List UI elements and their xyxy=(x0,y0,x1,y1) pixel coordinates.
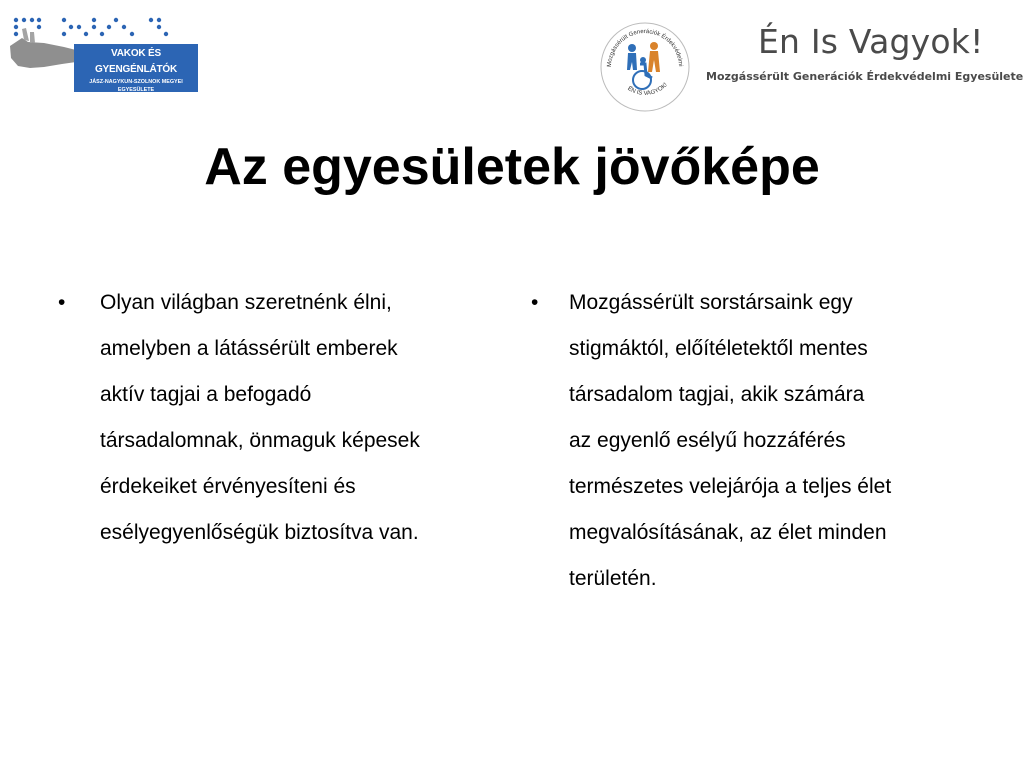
bullet-dot: • xyxy=(531,291,539,314)
seal-text-bottom: ÉN IS VAGYOK! xyxy=(626,82,669,97)
bullet-item xyxy=(58,280,508,556)
bullet-line: megvalósításának, az élet minden xyxy=(569,521,887,544)
seal-text-top: Mozgássérült Generációk Érdekvédelmi xyxy=(606,28,684,68)
bullet-line: stigmáktól, előítéletektől mentes xyxy=(569,337,868,360)
bullet-line: Mozgássérült sorstársaink egy xyxy=(569,291,853,314)
brand-subtitle: Mozgássérült Generációk Érdekvédelmi Egyesülete xyxy=(706,70,1024,83)
vakok-name: VAKOK ÉS GYENGÉNLÁTÓK xyxy=(94,48,178,75)
bullet-line: az egyenlő esélyű hozzáférés xyxy=(569,429,846,452)
vakok-county: JÁSZ-NAGYKUN-SZOLNOK MEGYEI xyxy=(89,79,183,85)
bullet-line: területén. xyxy=(569,567,657,590)
vakok-association: EGYESÜLETE xyxy=(117,87,155,93)
bullet-line: Olyan világban szeretnénk élni, xyxy=(100,291,392,314)
bullet-line: érdekeiket érvényesíteni és xyxy=(100,475,356,498)
bullet-line: esélyegyenlőségük biztosítva van. xyxy=(100,521,419,544)
left-bullet-list xyxy=(58,280,508,556)
vakok-logo xyxy=(8,14,194,93)
wheelchair-family-icon xyxy=(598,20,692,114)
vakok-banner xyxy=(74,44,198,92)
bullet-line: társadalom tagjai, akik számára xyxy=(569,383,865,406)
slide-title: Az egyesületek jövőképe xyxy=(204,138,820,196)
bullet-line: társadalomnak, önmaguk képesek xyxy=(100,429,420,452)
bullet-line: amelyben a látássérült emberek xyxy=(100,337,398,360)
en-is-vagyok-seal xyxy=(598,20,692,114)
bullet-item xyxy=(531,280,981,602)
right-bullet-list xyxy=(531,280,981,602)
brand-title: Én Is Vagyok! xyxy=(758,22,984,61)
bullet-line: aktív tagjai a befogadó xyxy=(100,383,312,406)
bullet-line: természetes velejárója a teljes élet xyxy=(569,475,892,498)
bullet-dot: • xyxy=(58,291,66,314)
